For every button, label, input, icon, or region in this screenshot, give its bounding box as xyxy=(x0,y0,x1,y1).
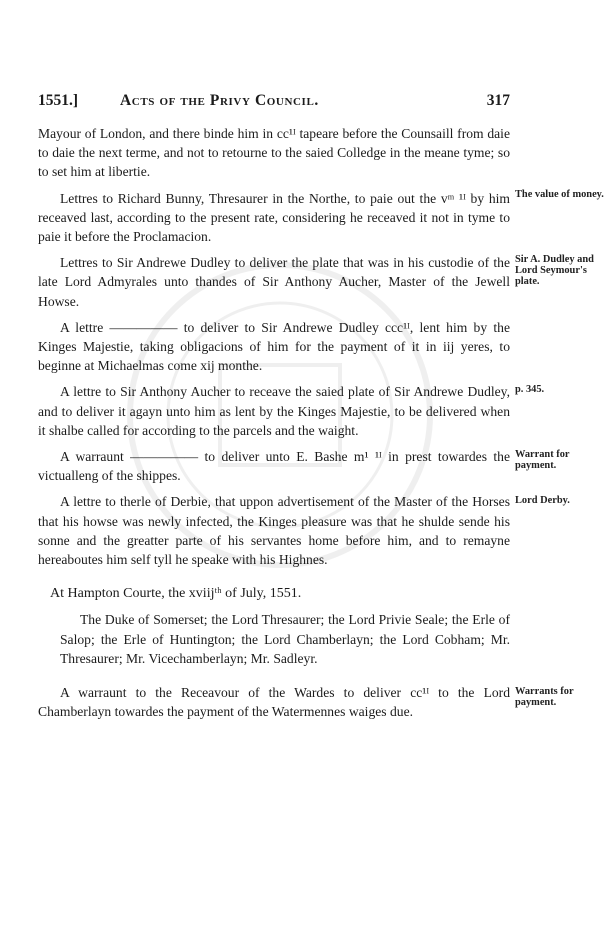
running-head-title: Acts of the Privy Council. xyxy=(120,92,319,109)
paragraph-text: A warraunt to the Receavour of the Wardes to deliver cc¹ᴵ to the Lord Chamberlayn towardes the payment of the Watermennes waiges due. xyxy=(38,685,510,720)
margin-note-dudley-seymour-plate: Sir A. Dudley and Lord Seymour's plate. xyxy=(515,254,594,288)
margin-note-lord-derby: Lord Derby. xyxy=(515,495,570,507)
paragraph-warraunt-wardes xyxy=(38,683,574,721)
paragraph-text: A warraunt ————— to deliver unto E. Bashe m¹ ¹ᴵ in prest towardes the victualleng of the shippes. xyxy=(38,449,510,484)
paragraph-aucher xyxy=(38,382,545,440)
margin-note-page-ref: p. 345. xyxy=(515,384,545,396)
paragraph-bunny xyxy=(38,188,604,247)
margin-note-value-of-money: The value of money. xyxy=(515,188,604,200)
session-heading: At Hampton Courte, the xviijᵗʰ of July, 1551. xyxy=(50,586,302,602)
paragraph-text: A lettre to therle of Derbie, that uppon advertisement of the Master of the Horses that his howse was newly infected, the Kinges pleasure was that he shulde sende his sonne and the greatter parte of his servantes home before him, and to remayne hereaboutes him self tyll he speake with his Highnes. xyxy=(38,494,510,568)
paragraph-continuation: Mayour of London, and there binde him in cc¹ᴵ tapeare before the Counsaill from daie to daie the next terme, and not to retourne to the saied Colledge in the meane tyme; so to set him at libertie. xyxy=(38,126,510,180)
paragraph-text: A lettre to Sir Anthony Aucher to receave the saied plate of Sir Andrewe Dudley, and to deliver it agayn unto him as lent by the Kinges Majestie, to be delivered when it shalbe called for according to the parcels and the waight. xyxy=(38,384,510,438)
paragraph-text: Lettres to Sir Andrewe Dudley to deliver the plate that was in his custodie of the late Lord Admyrales unto thandes of Sir Anthony Aucher, Master of the Jewell Howse. xyxy=(38,255,510,309)
running-head xyxy=(38,92,510,114)
running-head-year: 1551.] xyxy=(38,92,79,109)
attendance-list: The Duke of Somerset; the Lord Thresaurer; the Lord Privie Seale; the Erle of Salop; the Erle of Huntington; the Lord Chamberlayn; the Lord Cobham; Mr. Thresaurer; Mr. Vicechamberlayn; Mr. Sadleyr. xyxy=(60,612,510,666)
paragraph-text: Lettres to Richard Bunny, Thresaurer in the Northe, to paie out the vᵐ ¹ᴵ by him receaved last, according to the present rate, considering he receaved it not in tyme to paie it before the Proclamacion. xyxy=(38,190,510,245)
paragraph-text: A lettre ————— to deliver to Sir Andrewe Dudley ccc¹ᴵ, lent him by the Kinges Majestie, taking obligacions of him for the payment of it in iij yeres, to beginne at Michaelmas come xij monthe. xyxy=(38,319,510,374)
paragraph-derbie xyxy=(38,492,570,569)
margin-note-warrant-for-payment: Warrant for payment. xyxy=(515,449,570,472)
document-body xyxy=(38,124,604,721)
margin-note-warrants-for-payment: Warrants for payment. xyxy=(515,686,574,709)
paragraph-dudley-plate xyxy=(38,253,594,311)
paragraph-lettre-dudley-ccc xyxy=(38,318,510,376)
page-number: 317 xyxy=(486,92,510,109)
paragraph-warraunt-bashe xyxy=(38,447,570,485)
